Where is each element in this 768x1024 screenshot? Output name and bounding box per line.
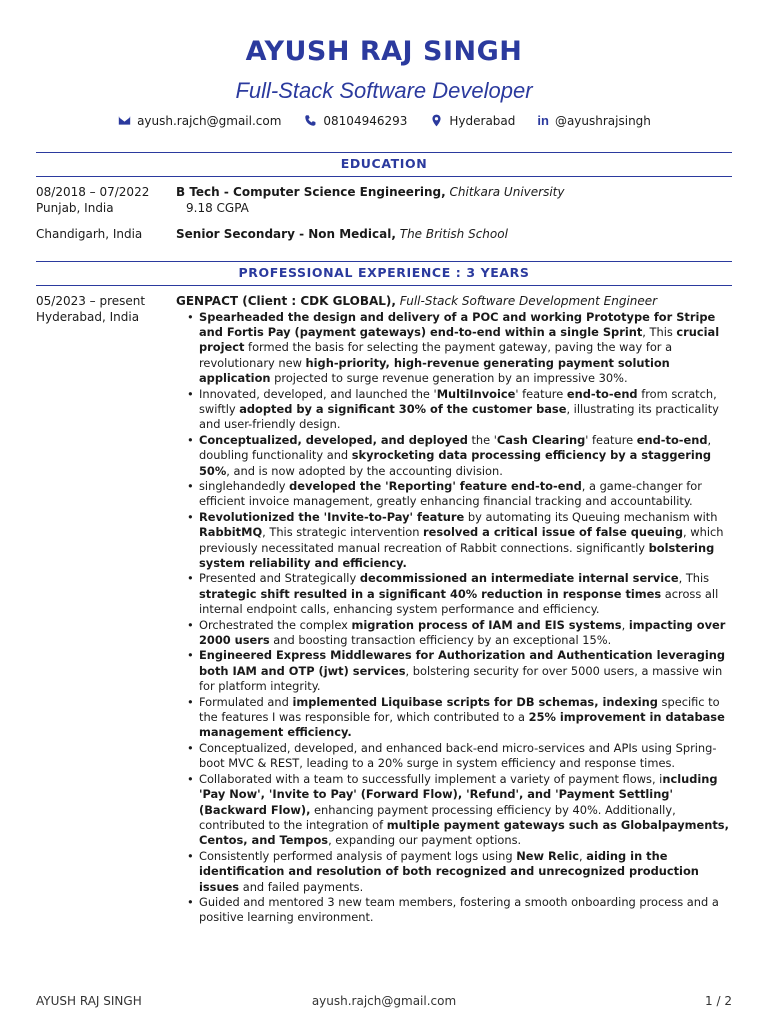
highlight-text: resolved a critical issue of false queuing xyxy=(423,525,684,540)
experience-title: PROFESSIONAL EXPERIENCE : 3 YEARS xyxy=(238,265,530,280)
body-text: and failed payments. xyxy=(239,879,364,894)
body-text: formed the basis for selecting the payment gateway, paving the way for a revolutionary new xyxy=(199,340,673,370)
achievement-item xyxy=(176,479,736,510)
contact-email[interactable] xyxy=(117,113,281,128)
contact-location xyxy=(429,113,515,128)
body-text: , a game-changer for efficient invoice management, greatly enhancing financial tracking and accountability. xyxy=(199,478,702,509)
body-text: Consistently performed analysis of payment logs using xyxy=(199,848,517,863)
body-text: enhancing payment processing efficiency by 40%. Additionally, contributed to the integration of xyxy=(199,802,676,832)
body-text: , expanding our payment options. xyxy=(328,833,522,848)
highlight-text: end-to-end xyxy=(636,432,708,447)
achievement-item xyxy=(176,510,736,572)
body-text: Guided and mentored 3 new team members, fostering a smooth onboarding process and a positive learning environment. xyxy=(199,894,719,925)
experience-dates: 05/2023 – present xyxy=(36,294,146,308)
highlight-text: bolstering system reliability and efficiency. xyxy=(199,540,715,570)
highlight-text: high-priority, high-revenue generating payment solution application xyxy=(199,355,670,386)
education-place: Punjab, India xyxy=(36,200,114,215)
contact-bar xyxy=(0,113,768,128)
body-text: , illustrating its practicality and user-friendly design. xyxy=(199,401,719,432)
body-text: from scratch, swiftly xyxy=(199,386,717,416)
body-text: Presented and Strategically xyxy=(199,571,360,586)
highlight-text: Spearheaded the design and delivery of a POC and working Prototype for Stripe and Fortis Pay (payment gateways) end-to-end within a single Sprint xyxy=(199,309,716,339)
highlight-text: decommissioned an intermediate internal service xyxy=(359,571,679,586)
email-text: ayush.rajch@gmail.com xyxy=(137,113,282,128)
highlight-text: migration process of IAM and EIS systems xyxy=(351,617,622,632)
education-title: EDUCATION xyxy=(340,156,428,171)
contact-phone[interactable] xyxy=(303,113,407,128)
education-bottom-rule xyxy=(36,176,732,177)
highlight-text: RabbitMQ xyxy=(199,525,263,540)
highlight-text: Cash Clearing xyxy=(496,432,586,447)
candidate-name: AYUSH RAJ SINGH xyxy=(245,36,523,67)
body-text: and boosting transaction efficiency by an exceptional 15%. xyxy=(269,633,612,648)
experience-entry xyxy=(176,294,736,926)
education-top-rule xyxy=(36,152,732,153)
education-entry-2 xyxy=(176,227,736,243)
company-name: GENPACT (Client : CDK GLOBAL), xyxy=(176,294,396,308)
body-text: , xyxy=(621,617,629,632)
highlight-text: MultiInvoice xyxy=(436,386,516,401)
highlight-text: crucial project xyxy=(199,324,720,355)
experience-top-rule xyxy=(36,261,732,262)
highlight-text: 25% improvement in database management efficiency. xyxy=(199,710,725,740)
body-text: , bolstering security for over 5000 users, a massive win for platform integrity. xyxy=(199,663,723,694)
achievement-item xyxy=(176,571,736,617)
body-text: ' feature xyxy=(585,432,637,447)
body-text: Orchestrated the complex xyxy=(199,617,352,632)
footer-email: ayush.rajch@gmail.com xyxy=(311,994,457,1008)
highlight-text: ncluding 'Pay Now', 'Invite to Pay' (Forward Flow), 'Refund', and 'Payment Settling' (Backward Flow), xyxy=(199,771,718,817)
achievement-item xyxy=(176,849,736,895)
school-name: The British School xyxy=(399,227,508,241)
footer-name: AYUSH RAJ SINGH xyxy=(36,994,142,1008)
achievement-item xyxy=(176,741,736,772)
highlight-text: implemented Liquibase scripts for DB schemas, indexing xyxy=(292,694,658,709)
body-text: Innovated, developed, and launched the ' xyxy=(199,386,437,401)
education-entry-1 xyxy=(176,185,736,216)
highlight-text: impacting over 2000 users xyxy=(199,617,726,648)
linkedin-icon: in xyxy=(537,113,549,128)
body-text: , doubling functionality and xyxy=(199,432,712,463)
highlight-text: end-to-end xyxy=(566,386,638,401)
body-text: Conceptualized, developed, and enhanced back-end micro-services and APIs using Spring-boot MVC & REST, leading to a 20% surge in system efficiency and response times. xyxy=(199,740,717,771)
achievement-item xyxy=(176,387,736,433)
degree-title: B Tech - Computer Science Engineering, xyxy=(176,185,446,199)
body-text: , xyxy=(579,848,587,863)
highlight-text: adopted by a significant 30% of the customer base xyxy=(239,401,567,416)
achievement-list xyxy=(176,310,736,926)
phone-text: 08104946293 xyxy=(323,113,408,128)
experience-place: Hyderabad, India xyxy=(36,309,140,324)
achievement-item xyxy=(176,618,736,649)
highlight-text: aiding in the identification and resolution of both recognized and unrecognized production issues xyxy=(199,848,699,894)
location-text: Hyderabad xyxy=(449,113,516,128)
body-text: Collaborated with a team to successfully implement a variety of payment flows, i xyxy=(199,771,663,786)
education-place: Chandigarh, India xyxy=(36,227,143,241)
body-text: , This strategic intervention xyxy=(262,525,424,540)
linkedin-text: @ayushrajsingh xyxy=(554,113,651,128)
body-text: by automating its Queuing mechanism with xyxy=(464,509,718,524)
achievement-item xyxy=(176,895,736,926)
job-position: Full-Stack Software Development Engineer xyxy=(399,294,658,308)
body-text: , which previously necessitated manual recreation of Rabbit connections. significantly xyxy=(199,525,724,555)
highlight-text: Engineered Express Middlewares for Authorization and Authentication leveraging both IAM and OTP (jwt) services xyxy=(199,648,726,678)
body-text: ' feature xyxy=(515,386,567,401)
education-entry-1-meta xyxy=(36,185,166,216)
education-entry-2-meta xyxy=(36,227,166,243)
education-dates: 08/2018 – 07/2022 xyxy=(36,185,150,199)
body-text: Formulated and xyxy=(199,694,293,709)
body-text: the ' xyxy=(467,432,497,447)
school-name: Chitkara University xyxy=(449,185,565,199)
body-text: singlehandedly xyxy=(199,478,290,493)
body-text: , and is now adopted by the accounting division. xyxy=(226,463,503,478)
experience-bottom-rule xyxy=(36,285,732,286)
highlight-text: multiple payment gateways such as Globalpayments, Centos, and Tempos xyxy=(199,817,729,848)
achievement-item xyxy=(176,310,736,387)
highlight-text: developed the 'Reporting' feature end-to-end xyxy=(289,478,582,493)
achievement-item xyxy=(176,695,736,741)
body-text: , This xyxy=(642,324,677,339)
highlight-text: New Relic xyxy=(516,848,580,863)
highlight-text: Revolutionized the 'Invite-to-Pay' feature xyxy=(199,509,465,524)
degree-title: Senior Secondary - Non Medical, xyxy=(176,227,396,241)
candidate-role: Full-Stack Software Developer xyxy=(235,78,533,103)
highlight-text: Conceptualized, developed, and deployed xyxy=(199,432,468,447)
phone-icon xyxy=(303,114,317,128)
body-text: projected to surge revenue generation by an impressive 30%. xyxy=(270,371,628,386)
body-text: , This xyxy=(678,571,710,586)
location-pin-icon xyxy=(429,114,443,128)
body-text: specific to the features I was responsible for, which contributed to a xyxy=(199,694,720,725)
highlight-text: strategic shift resulted in a significant 40% reduction in response times xyxy=(199,586,662,601)
mail-icon xyxy=(117,114,131,128)
body-text: across all internal endpoint calls, enhancing system performance and efficiency. xyxy=(199,586,719,617)
experience-meta xyxy=(36,294,166,325)
contact-linkedin[interactable] xyxy=(537,113,651,128)
achievement-item xyxy=(176,433,736,479)
achievement-item xyxy=(176,648,736,694)
achievement-item xyxy=(176,772,736,849)
highlight-text: skyrocketing data processing efficiency by a staggering 50% xyxy=(199,448,712,478)
footer-page-number: 1 / 2 xyxy=(705,994,732,1008)
degree-score: 9.18 CGPA xyxy=(186,200,249,215)
